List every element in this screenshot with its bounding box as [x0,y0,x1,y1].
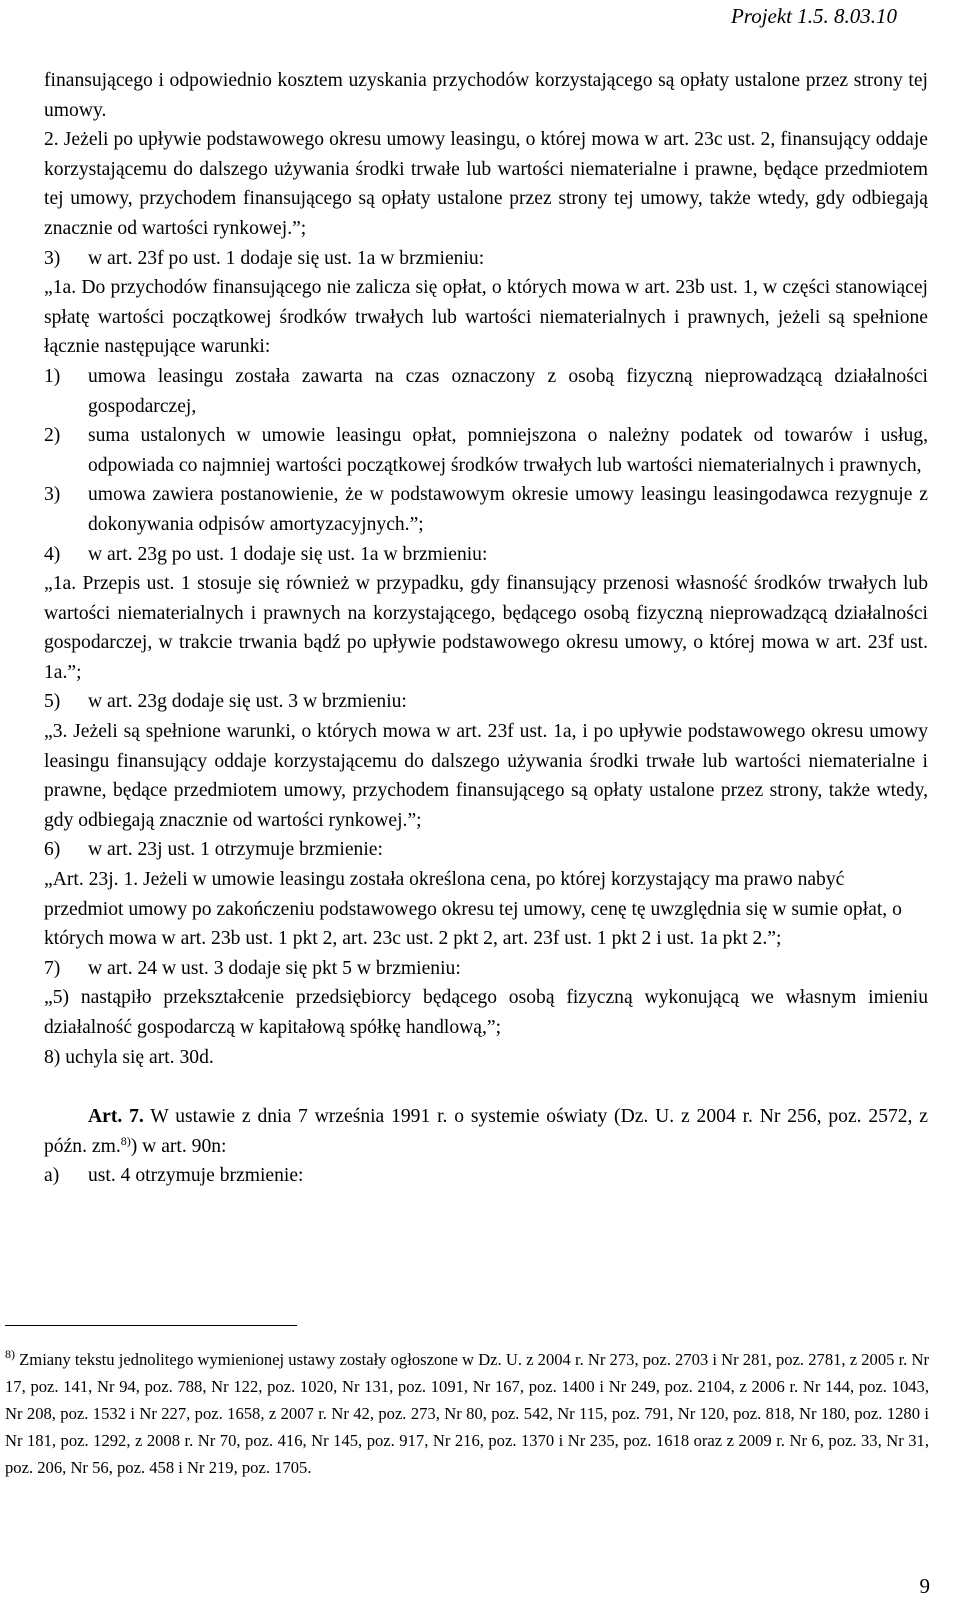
list-text: w art. 23g po ust. 1 dodaje się ust. 1a w brzmieniu: [88,543,488,565]
list-item [44,687,928,717]
article-label: Art. 7. [88,1106,144,1128]
paragraph: 8) uchyla się art. 30d. [44,1046,214,1068]
list-number: 3) [44,247,61,269]
list-item [44,421,928,480]
footnote [5,1346,929,1481]
list-text: umowa zawiera postanowienie, że w podstawowym okresie umowy leasingu leasingodawca rezygnuje z dokonywania odpisów amortyzacyjnych.”; [88,484,928,535]
list-item [44,540,928,570]
article-text-end: ) w art. 90n: [130,1135,227,1157]
paragraph: „1a. Do przychodów finansującego nie zalicza się opłat, o których mowa w art. 23b ust. 1, w części stanowiącej spłatę wartości początkowej środków trwałych lub wartości niematerialnych i prawnych, jeżeli są spełnione łącznie następujące warunki: [44,277,928,358]
list-number: 6) [44,839,61,861]
paragraph: „5) nastąpiło przekształcenie przedsiębiorcy będącego osobą fizyczną wykonującą we własnym imieniu działalność gospodarczą w kapitałową spółkę handlową,”; [44,987,928,1038]
list-text: umowa leasingu została zawarta na czas oznaczony z osobą fizyczną nieprowadzącą działalności gospodarczej, [88,365,928,417]
list-number: 7) [44,957,61,979]
paragraph: „Art. 23j. 1. Jeżeli w umowie leasingu została określona cena, po której korzystający ma prawo nabyć przedmiot umowy po zakończeniu podstawowego okresu tej umowy, cenę tę uwzględnia się w sumie opłat, o których mowa w art. 23b ust. 1 pkt 2, art. 23c ust. 2 pkt 2, art. 23f ust. 1 pkt 2 i ust. 1a pkt 2.”; [44,869,902,950]
list-text: w art. 24 w ust. 3 dodaje się pkt 5 w brzmieniu: [88,957,461,979]
list-number: 3) [44,484,61,506]
list-text: suma ustalonych w umowie leasingu opłat, pomniejszona o należny podatek od towarów i usług, odpowiada co najmniej wartości początkowej środków trwałych lub wartości niematerialnych i prawnych, [88,425,928,476]
paragraph: „3. Jeżeli są spełnione warunki, o których mowa w art. 23f ust. 1a, i po upływie podstawowego okresu umowy leasingu finansujący oddaje korzystającemu do dalszego używania środki trwałe lub wartości niematerialne i prawne, będące przedmiotem umowy, przychodem finansującego są opłaty ustalone przez strony, także wtedy, gdy odbiegają znacznie od wartości rynkowej.”; [44,721,928,831]
project-header: Projekt 1.5. 8.03.10 [730,4,897,28]
list-item [44,362,928,421]
list-number: 1) [44,365,61,387]
list-text: w art. 23g dodaje się ust. 3 w brzmieniu: [88,691,407,713]
list-item [44,954,928,984]
footnote-marker: 8) [5,1347,15,1361]
list-text: w art. 23f po ust. 1 dodaje się ust. 1a w brzmieniu: [88,247,485,269]
list-item [44,835,928,865]
footnote-reference[interactable]: 8) [120,1133,131,1148]
paragraph: „1a. Przepis ust. 1 stosuje się również w przypadku, gdy finansujący przenosi własność środków trwałych lub wartości niematerialnych i prawnych na korzystającego, będącego osobą fizyczną nieprowadzącą działalności gospodarczej, w trakcie trwania bądź po upływie podstawowego okresu umowy, o której mowa w art. 23f ust. 1a.”; [44,573,928,683]
document-body [44,66,928,1191]
list-number: 2) [44,425,61,447]
list-item [44,244,928,274]
list-number: 5) [44,691,61,713]
article-text: W ustawie z dnia 7 września 1991 r. o systemie oświaty (Dz. U. z 2004 r. Nr 256, poz. 2572, z późn. zm. [44,1106,928,1157]
footnote-text: Zmiany tekstu jednolitego wymienionej ustawy zostały ogłoszone w Dz. U. z 2004 r. Nr 273, poz. 2703 i Nr 281, poz. 2781, z 2005 r. Nr 17, poz. 141, Nr 94, poz. 788, Nr 122, poz. 1020, Nr 131, poz. 1091, Nr 167, poz. 1400 i Nr 249, poz. 2104, z 2006 r. Nr 144, poz. 1043, Nr 208, poz. 1532 i Nr 227, poz. 1658, z 2007 r. Nr 42, poz. 273, Nr 80, poz. 542, Nr 115, poz. 791, Nr 120, poz. 818, Nr 180, poz. 1280 i Nr 181, poz. 1292, z 2008 r. Nr 70, poz. 416, Nr 145, poz. 917, Nr 216, poz. 1370 i Nr 235, poz. 1618 oraz z 2009 r. Nr 6, poz. 33, Nr 31, poz. 206, Nr 56, poz. 458 i Nr 219, poz. 1705. [5,1350,929,1477]
list-text: ust. 4 otrzymuje brzmienie: [88,1165,304,1187]
footnote-divider [5,1325,297,1326]
page-number: 9 [919,1574,930,1598]
list-item [44,1161,928,1191]
list-number: 4) [44,543,61,565]
list-text: w art. 23j ust. 1 otrzymuje brzmienie: [88,839,383,861]
paragraph: finansującego i odpowiednio kosztem uzyskania przychodów korzystającego są opłaty ustalone przez strony tej umowy. [44,70,928,121]
article-paragraph [44,1102,928,1161]
paragraph: 2. Jeżeli po upływie podstawowego okresu umowy leasingu, o której mowa w art. 23c ust. 2, finansujący oddaje korzystającemu do dalszego używania środki trwałe lub wartości niematerialne i prawne, będące przedmiotem tej umowy, przychodem finansującego są opłaty ustalone przez strony tej umowy, także wtedy, gdy odbiegają znacznie od wartości rynkowej.”; [44,129,928,239]
list-item [44,480,928,539]
list-number: a) [44,1165,60,1187]
